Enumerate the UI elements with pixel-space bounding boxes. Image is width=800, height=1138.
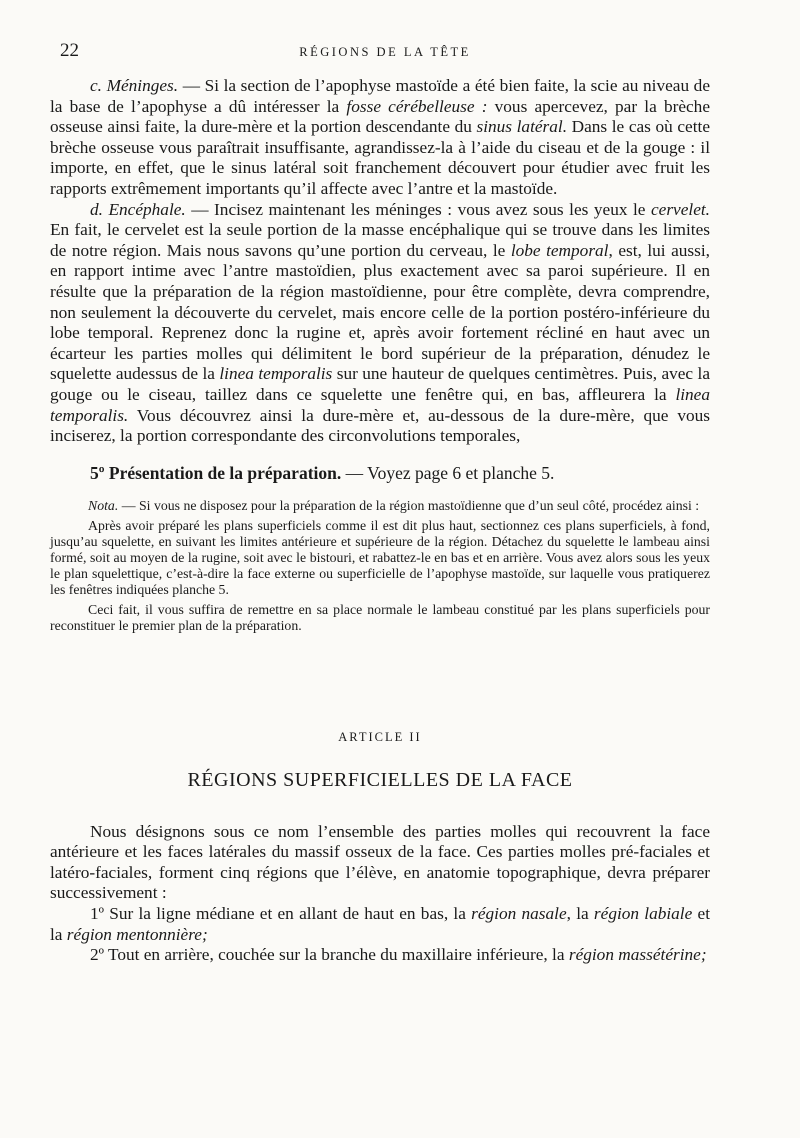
article-label: ARTICLE II: [338, 729, 422, 744]
section-title: RÉGIONS SUPERFICIELLES DE LA FACE: [187, 768, 573, 791]
section-body: [50, 822, 710, 966]
meninges-text-2: vous apercevez, par la brèche osseuse ainsi faite, la dure-mère et la portion descendante du: [50, 96, 710, 137]
item-1-text-2: , la: [566, 904, 594, 924]
paragraph-encephale: [50, 200, 710, 447]
item-2-em-1: région massétérine;: [568, 945, 707, 965]
presentation-text: — Voyez page 6 et planche 5.: [341, 462, 555, 483]
encephale-em-1: cervelet.: [650, 199, 710, 219]
article-item-2: [50, 945, 710, 966]
page-number: 22: [60, 40, 79, 61]
item-1-em-1: région nasale: [471, 904, 567, 924]
page-header: [60, 40, 710, 66]
paragraph-meninges: [50, 76, 710, 200]
note-paragraph-1: [50, 498, 710, 514]
meninges-text-3: Dans le cas où cette brèche osseuse vous paraîtrait insuffisante, agrandissez-la à l’aide du ciseau et de la gouge : il importe, en effet, que le sinus latéral soit franchement découvert pour étudier avec fruit les rapports extrêmement importants qu’il affecte avec l’antre et la mastoïde.: [50, 117, 710, 198]
article-intro: Nous désignons sous ce nom l’ensemble des parties molles qui recouvrent la face antérieure et les faces latérales du massif osseux de la face. Ces parties molles pré-faciales et latéro-faciales, forment cinq régions que l’élève, en anatomie topographique, devra préparer successivement :: [50, 821, 710, 903]
item-2-text-1: 2º Tout en arrière, couchée sur la branche du maxillaire inférieure, la: [90, 945, 569, 965]
meninges-text-1: — Si la section de l’apophyse mastoïde a été bien faite, la scie au niveau de la base de l’apophyse a dû intéresser la: [50, 76, 710, 116]
note-lead: Nota.: [88, 497, 119, 513]
encephale-lead: d. Encéphale.: [90, 199, 186, 219]
note-block: [50, 498, 710, 634]
note-text-1: — Si vous ne disposez pour la préparation de la région mastoïdienne que d’un seul côté, procédez ainsi :: [118, 497, 700, 513]
encephale-text-4: sur une hauteur de quelques centimètres. Puis, avec la gouge ou le ciseau, taillez dans ce squelette une fenêtre qui, en bas, affleurera la: [50, 364, 710, 404]
encephale-em-4: linea temporalis.: [50, 384, 710, 425]
meninges-lead: c. Méninges.: [90, 76, 179, 95]
note-paragraph-2: Après avoir préparé les plans superficiels comme il est dit plus haut, sectionnez ces plans superficiels, à fond, jusqu’au squelette, en suivant les limites antérieure et supérieure de la région. Détachez du squelette le lambeau ainsi formé, soit au moyen de la rugine, soit avec le bistouri, et rabattez-le en bas et en arrière. Vous avez alors sous les yeux le plan squelettique, c’est-à-dire la face externe ou superficielle de l’apophyse mastoïde, sur laquelle vous pratiquerez les fenêtres indiquées planche 5.: [50, 517, 710, 597]
encephale-text-5: Vous découvrez ainsi la dure-mère et, au-dessous de la dure-mère, que vous inciserez, la portion correspondante des circonvolutions temporales,: [50, 405, 710, 446]
item-1-em-2: région labiale: [593, 904, 693, 924]
meninges-em-2: sinus latéral.: [476, 117, 568, 137]
item-1-em-3: région mentonnière;: [66, 924, 208, 944]
meninges-em-1: fosse cérébelleuse :: [346, 96, 488, 116]
running-head: RÉGIONS DE LA TÊTE: [299, 45, 471, 59]
encephale-em-3: linea temporalis: [219, 364, 333, 384]
note-paragraph-3: Ceci fait, il vous suffira de remettre en sa place normale le lambeau constitué par les plans superficiels pour reconstituer le premier plan de la préparation.: [50, 601, 710, 633]
item-1-text-3: et la: [50, 904, 711, 944]
encephale-em-2: lobe temporal: [510, 240, 609, 260]
paragraph-presentation: [50, 463, 710, 484]
article-item-1: [50, 904, 710, 945]
encephale-text-2: En fait, le cervelet est la seule portion de la masse encéphalique qui se trouve dans les limites de notre région. Mais nous savons qu’une portion du cerveau, le: [50, 220, 710, 260]
encephale-text-1: — Incisez maintenant les méninges : vous avez sous les yeux le: [185, 199, 651, 219]
encephale-text-3: , est, lui aussi, en rapport intime avec l’antre mastoïdien, plus exactement avec sa paroi supérieure. Il en résulte que la préparation de la région mastoïdienne, pour être complète, devra comprendre, non seulement la découverte du cervelet, mais encore celle de la portion postéro-inférieure du lobe temporal. Reprenez donc la rugine et, après avoir fortement récliné en haut avec un écarteur les parties molles qui délimitent le bord supérieur de la préparation, dénudez le squelette audessus de la: [50, 240, 710, 384]
body-text: [50, 76, 710, 966]
presentation-lead: 5º Présentation de la préparation.: [90, 462, 342, 483]
item-1-text-1: 1º Sur la ligne médiane et en allant de haut en bas, la: [90, 904, 472, 924]
